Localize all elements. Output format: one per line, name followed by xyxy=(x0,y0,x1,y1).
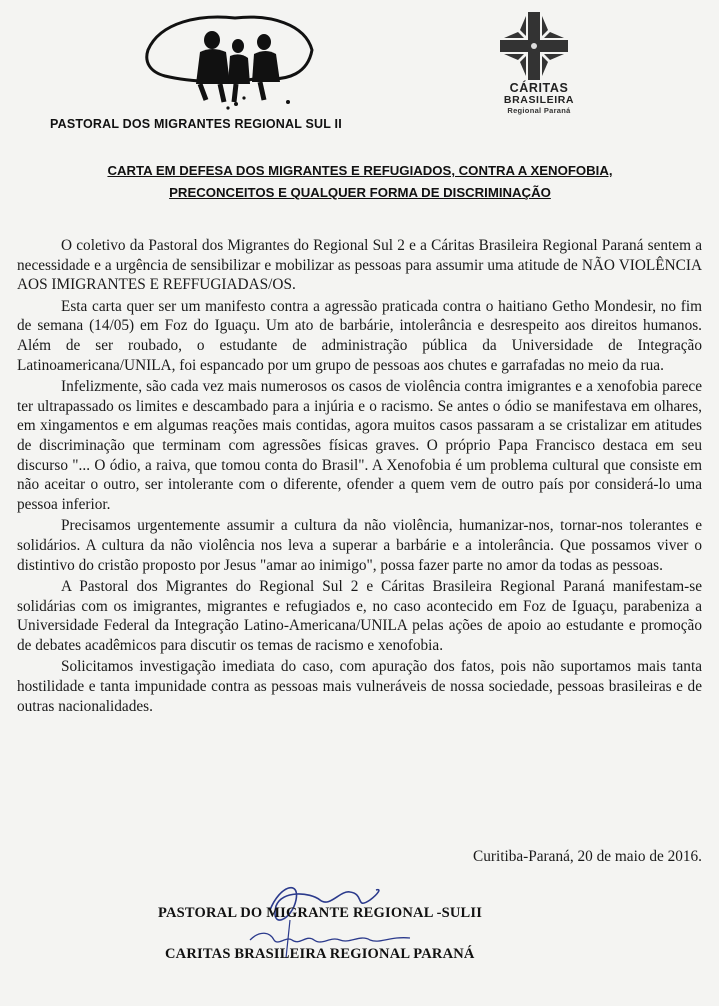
letter-body xyxy=(17,236,702,718)
pastoral-caption: PASTORAL DOS MIGRANTES REGIONAL SUL II xyxy=(50,117,342,131)
paragraph-6: Solicitamos investigação imediata do caso, com apuração dos fatos, pois não suportamos mais tanta hostilidade e tanta impunidade contra as pessoas mais vulneráveis de nossa sociedade, pessoas brasileiras e de outras nacionalidades. xyxy=(17,658,702,715)
letter-title xyxy=(60,160,660,204)
pastoral-migrantes-logo xyxy=(140,12,320,112)
signatory-pastoral: PASTORAL DO MIGRANTE REGIONAL -SULII xyxy=(158,905,483,921)
signatory-caritas: CARITAS BRASILEIRA REGIONAL PARANÁ xyxy=(165,946,475,962)
paragraph-4: Precisamos urgentemente assumir a cultura da não violência, humanizar-nos, tornar-nos tolerantes e solidários. A cultura da não violência nos leva a superar a barbárie e a intolerância. Que possamos viver o distintivo do cristão proposto por Jesus "amar ao inimigo", possa fazer parte no amor da todas as pessoas. xyxy=(17,517,702,574)
caritas-name: CÁRITAS xyxy=(509,81,569,95)
caritas-subtitle: BRASILEIRA xyxy=(503,94,575,106)
title-line-1: CARTA EM DEFESA DOS MIGRANTES E REFUGIADOS, CONTRA A XENOFOBIA, xyxy=(107,163,613,178)
date-line: Curitiba-Paraná, 20 de maio de 2016. xyxy=(473,848,702,865)
caritas-logo xyxy=(486,10,582,84)
paragraph-2: Esta carta quer ser um manifesto contra a agressão praticada contra o haitiano Getho Mondesir, no fim de semana (14/05) em Foz do Iguaçu. Um ato de barbárie, intolerância e desrespeito aos direitos humanos. Além de ser roubado, o estudante de administração pública da Universidade de Integração Latinoamericana/UNILA, foi espancado por um grupo de pessoas aos chutes e garrafadas no meio da rua. xyxy=(17,297,702,374)
title-line-2: PRECONCEITOS E QUALQUER FORMA DE DISCRIMINAÇÃO xyxy=(169,185,551,200)
caritas-region: Regional Paraná xyxy=(507,106,571,115)
paragraph-5: A Pastoral dos Migrantes do Regional Sul 2 e Cáritas Brasileira Regional Paraná manifestam-se solidárias com os imigrantes, migrantes e refugiados e, no caso acontecido em Foz de Iguaçu, parabeniza a Universidade Federal da Integração Latino-Americana/UNILA pelas ações de apoio ao estudante e promoção de debates acadêmicos para discutir os temas de racismo e xenofobia. xyxy=(17,578,702,654)
paragraph-3: Infelizmente, são cada vez mais numerosos os casos de violência contra imigrantes e a xenofobia parece ter ultrapassado os limites e descambado para a injúria e o racismo. Se antes o ódio se manifestava em olhares, em xingamentos e em algumas reações mais contidas, agora muitos casos passaram a se cristalizar em atitudes de discriminação que terminam com agressões físicas graves. O próprio Papa Francisco destaca em seu discurso "... O ódio, a raiva, que tomou conta do Brasil". A Xenofobia é um problema cultural que consiste em não aceitar o outro, ser intolerante com o diferente, ofender a quem vem de outro país por considerá-lo uma pessoa inferior. xyxy=(17,378,702,513)
paragraph-1: O coletivo da Pastoral dos Migrantes do Regional Sul 2 e a Cáritas Brasileira Regional Paraná sentem a necessidade e a urgência de sensibilizar e mobilizar as pessoas para assumir uma atitude de NÃO VIOLÊNCIA AOS IMIGRANTES E REFFUGIADAS/OS. xyxy=(17,237,702,294)
